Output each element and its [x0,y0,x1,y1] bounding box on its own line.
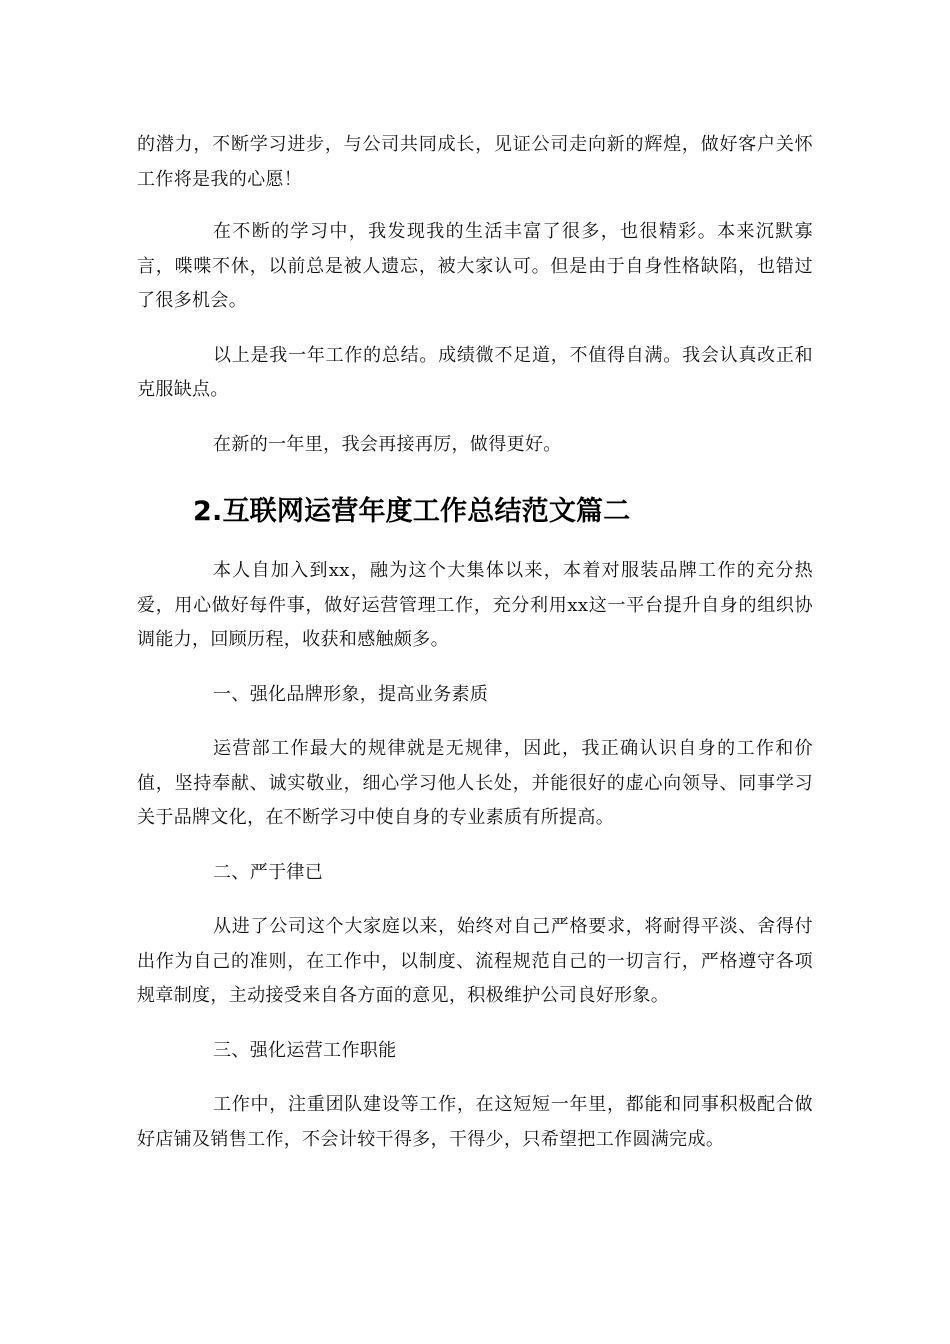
subheading-self-discipline: 二、严于律已 [213,861,324,883]
subheading-brand-image: 一、强化品牌形象，提高业务素质 [213,683,489,705]
document-body [137,128,813,1157]
subheading-operations: 三、强化运营工作职能 [213,1039,397,1061]
paragraph-summary: 以上是我一年工作的总结。成绩微不足道，不值得自满。我会认真改正和克服缺点。 [137,344,813,400]
paragraph-new-year: 在新的一年里，我会再接再厉，做得更好。 [213,433,562,455]
paragraph-operations: 工作中，注重团队建设等工作，在这短短一年里，都能和同事积极配合做好店铺及销售工作，不会计较干得多，干得少，只希望把工作圆满完成。 [137,1094,813,1150]
paragraph-intro: 本人自加入到xx，融为这个大集体以来，本着对服装品牌工作的充分热爱，用心做好每件事，做好运营管理工作，充分利用xx这一平台提升自身的组织协调能力，回顾历程，收获和感触颇多。 [137,560,813,650]
paragraph-continuation: 的潜力，不断学习进步，与公司共同成长，见证公司走向新的辉煌，做好客户关怀工作将是我的心愿！ [137,134,813,190]
section-title: 2.互联网运营年度工作总结范文篇二 [193,496,631,527]
paragraph-learning: 在不断的学习中，我发现我的生活丰富了很多，也很精彩。本来沉默寡言，喋喋不休，以前总是被人遗忘，被大家认可。但是由于自身性格缺陷，也错过了很多机会。 [137,221,813,311]
paragraph-brand-image: 运营部工作最大的规律就是无规律，因此，我正确认识自身的工作和价值，坚持奉献、诚实敬业，细心学习他人长处，并能很好的虚心向领导、同事学习关于品牌文化，在不断学习中使自身的专业素质有所提高。 [137,738,813,828]
paragraph-self-discipline: 从进了公司这个大家庭以来，始终对自己严格要求，将耐得平淡、舍得付出作为自己的准则，在工作中，以制度、流程规范自己的一切言行，严格遵守各项规章制度，主动接受来自各方面的意见，积极维护公司良好形象。 [137,916,813,1006]
